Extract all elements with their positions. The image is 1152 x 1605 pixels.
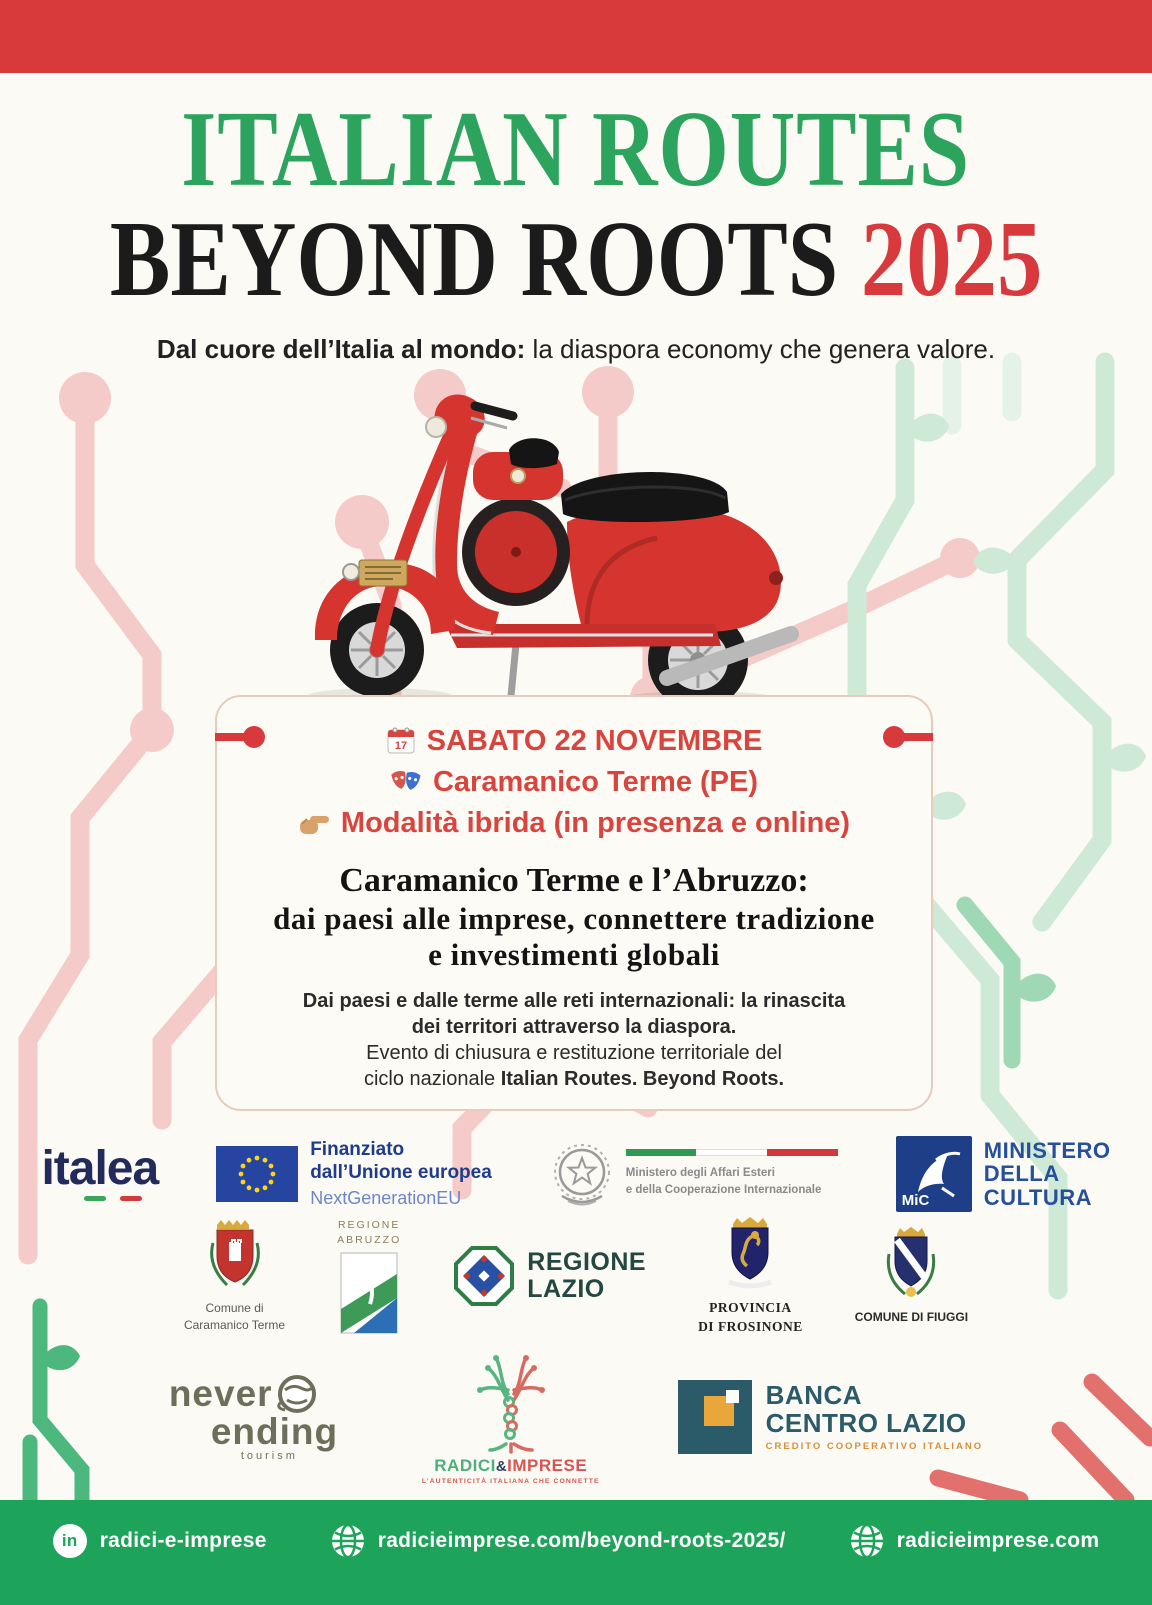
abruzzo-caption-line2: ABRUZZO [337,1234,402,1246]
calendar-icon [386,725,416,755]
event-mode-text: Modalità ibrida (in presenza e online) [340,807,851,840]
radici-wordmark [434,1456,587,1476]
vespa-scooter-illustration [285,372,860,707]
connector-right [895,733,933,741]
radici-amp: & [495,1457,508,1475]
caramanico-caption [184,1300,285,1332]
frosinone-crest-icon [719,1216,781,1292]
linkedin-icon [53,1524,87,1558]
globe-icon [331,1524,365,1558]
globe-sketch-icon [275,1372,319,1416]
event-description [217,988,931,1092]
poster-header [0,90,1152,365]
logo-comune-fiuggi [855,1226,968,1325]
fiuggi-caption: COMUNE DI FIUGGI [854,1310,969,1325]
abruzzo-crest-icon [340,1252,398,1334]
logo-regione-lazio [453,1245,646,1307]
eu-funding-line1: Finanziato [310,1138,405,1160]
footer-linkedin-handle: radici-e-imprese [99,1529,267,1552]
event-details-card [215,695,933,1111]
logo-ministero-affari-esteri [550,1138,838,1210]
title-line1: ITALIAN ROUTES [181,90,971,209]
sponsor-row-2 [0,1219,1152,1334]
connector-left [215,733,253,741]
event-desc-line4 [217,1066,931,1092]
neverending-word3: tourism [240,1450,298,1463]
banca-line3: CREDITO COOPERATIVO ITALIANO [765,1440,984,1452]
connector-dot-right [883,726,905,748]
footer-event-url-text: radicieimprese.com/beyond-roots-2025/ [377,1529,786,1552]
title-line2-text: BEYOND ROOTS [109,200,839,319]
lazio-line2: LAZIO [527,1275,605,1303]
radici-tagline: L’AUTENTICITÀ ITALIANA CHE CONNETTE [421,1477,600,1485]
caramanico-caption-line1: Comune di [205,1301,264,1316]
logo-radici-imprese [422,1350,600,1485]
event-mode-line [217,803,931,844]
event-desc-line4-bold: Italian Routes. Beyond Roots. [500,1067,785,1090]
title-line2 [109,200,1043,319]
event-heading-line3: e investimenti globali [428,937,720,973]
italea-wordmark: italea [41,1141,159,1195]
event-date-text: SABATO 22 NOVEMBRE [426,725,763,757]
sponsor-row-3 [0,1352,1152,1485]
globe-icon [850,1524,884,1558]
lazio-emblem-icon [453,1245,515,1307]
event-heading [217,861,931,974]
footer-event-url [331,1524,786,1558]
subtitle-bold: Dal cuore dell’Italia al mondo: [156,334,526,364]
lazio-line1: REGIONE [527,1248,647,1276]
eu-funding-line3: NextGenerationEU [310,1187,462,1208]
subtitle-rest: la diaspora economy che genera valore. [525,334,996,364]
fiuggi-crest-icon [883,1226,939,1302]
banca-line1: BANCA [765,1380,863,1411]
event-heading-line1: Caramanico Terme e l’Abruzzo: [339,861,809,899]
neverending-word1: never [168,1373,273,1415]
logo-ministero-cultura [896,1136,1111,1212]
mic-abbr: MiC [901,1192,930,1209]
frosinone-caption-line2: DI FROSINONE [698,1318,803,1334]
banca-square-icon [678,1380,752,1454]
abruzzo-caption-line1: REGIONE [337,1219,401,1232]
maeci-caption-line1: Ministero degli Affari Esteri [625,1166,775,1179]
footer-main-url [850,1524,1100,1558]
connector-dot-left [243,726,265,748]
title-year: 2025 [860,200,1043,319]
frosinone-caption [698,1299,803,1335]
footer-main-url-text: radicieimprese.com [896,1529,1100,1552]
caramanico-caption-line2: Caramanico Terme [183,1317,286,1332]
logo-banca-centro-lazio [678,1380,984,1454]
svg-text:17: 17 [394,740,407,752]
mic-line2: DELLA [983,1161,1060,1187]
event-heading-line2: dai paesi alle imprese, connettere tradizione [273,900,875,936]
mic-line1: MINISTERO [983,1138,1111,1164]
sponsor-row-1 [0,1128,1152,1220]
event-desc-line3: Evento di chiusura e restituzione territoriale del [366,1041,782,1064]
poster-subtitle [0,334,1152,365]
eu-funding-line2: dall’Unione europea [310,1161,492,1183]
footer-linkedin [53,1524,267,1558]
event-location-line [217,762,931,803]
footer-bar [0,1500,1152,1605]
event-desc-line2: dei territori attraverso la diaspora. [411,1015,737,1038]
pointing-hand-icon [298,811,330,837]
event-location-text: Caramanico Terme (PE) [432,766,759,799]
radici-tree-icon [472,1350,550,1454]
logo-italea [41,1141,159,1201]
event-desc-line1: Dai paesi e dalle terme alle reti internazionali: la rinascita [302,989,846,1012]
theater-masks-icon [390,768,422,796]
event-desc-line4-prefix: ciclo nazionale [363,1067,501,1090]
logo-neverending-tourism [169,1372,344,1462]
logo-provincia-frosinone [698,1216,803,1335]
italy-emblem-icon [550,1138,614,1210]
event-date-line [217,721,931,762]
banca-line2: CENTRO LAZIO [765,1407,967,1438]
neverending-word2: ending [210,1410,339,1452]
radici-word2: IMPRESE [507,1455,588,1475]
frosinone-caption-line1: PROVINCIA [709,1300,792,1316]
italea-flag-dashes [67,1196,158,1201]
mic-line3: CULTURA [983,1184,1092,1210]
mic-square-icon [896,1136,972,1212]
abruzzo-caption [337,1218,401,1247]
eu-flag-icon [216,1146,298,1202]
maeci-caption-line2: e della Cooperazione Internazionale [625,1184,822,1196]
logo-eu-funding [216,1139,492,1209]
tricolor-bar [626,1149,838,1156]
logo-regione-abruzzo [337,1218,401,1333]
linkedin-icon-glyph: in [61,1531,78,1550]
caramanico-crest-icon [205,1219,265,1293]
logo-comune-caramanico [184,1219,285,1332]
radici-word1: RADICI [434,1455,496,1475]
